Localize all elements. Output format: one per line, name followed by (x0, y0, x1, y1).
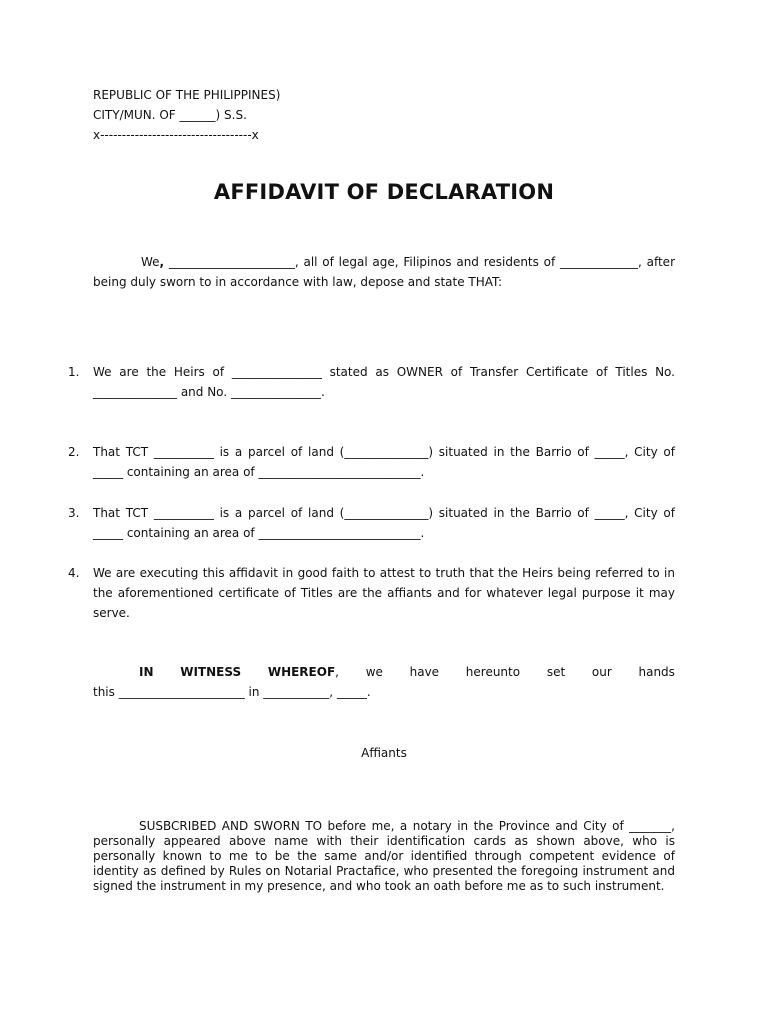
intro-comma: , (159, 255, 165, 269)
item-3-text: That TCT __________ is a parcel of land (______________) situated in the Barrio of _____, City of _____ containing an area of ___________________________. (93, 506, 675, 540)
witness-witness: WITNESS (180, 665, 242, 679)
affiants-label: Affiants (361, 746, 407, 760)
witness-whereof-group (268, 662, 339, 682)
intro-paragraph (93, 252, 675, 292)
header-city: CITY/MUN. OF ______) S.S. (93, 108, 247, 122)
item-1-text: We are the Heirs of _______________ stated as OWNER of Transfer Certificate of Titles No. ______________ and No. _______________. (93, 365, 675, 399)
item-3-number: 3. (68, 506, 80, 520)
item-1-number: 1. (68, 365, 80, 379)
item-2 (68, 442, 675, 482)
header-separator: x-----------------------------------x (93, 128, 259, 142)
item-4-number: 4. (68, 566, 80, 580)
witness-hands: hands (638, 665, 675, 679)
item-2-number: 2. (68, 445, 80, 459)
witness-our: our (591, 665, 612, 679)
witness-hereunto: hereunto (465, 665, 521, 679)
item-4-text: We are executing this affidavit in good faith to attest to truth that the Heirs being referred to in the aforementioned certificate of Titles are the affiants and for whatever legal purpose it may serve. (93, 566, 675, 620)
item-4 (68, 563, 675, 623)
header-republic: REPUBLIC OF THE PHILIPPINES) (93, 88, 281, 102)
item-3 (68, 503, 675, 543)
notary-paragraph: SUSBCRIBED AND SWORN TO before me, a notary in the Province and City of _______, personally appeared above name with their identification cards as shown above, who is personally known to me to be the same and/or identified through competent evidence of identity as defined by Rules on Notarial Practafice, who presented the foregoing instrument and signed the instrument in my presence, and who took an oath before me as to such instrument. (93, 819, 675, 893)
witness-we: we (365, 665, 383, 679)
item-1 (68, 362, 675, 402)
witness-comma: , (335, 665, 339, 679)
witness-line-1 (93, 662, 675, 682)
intro-text: _____________________, all of legal age, Filipinos and residents of _____________, after being duly sworn to in accordance with law, depose and state THAT: (93, 255, 675, 289)
witness-set: set (546, 665, 566, 679)
witness-whereof: WHEREOF (267, 665, 336, 679)
document-title: AFFIDAVIT OF DECLARATION (213, 180, 555, 204)
witness-line-2: this _____________________ in ___________, _____. (93, 685, 371, 699)
intro-we: We (141, 255, 160, 269)
witness-have: have (409, 665, 440, 679)
witness-in: IN (139, 665, 154, 679)
witness-paragraph (93, 662, 675, 702)
item-2-text: That TCT __________ is a parcel of land (______________) situated in the Barrio of _____, City of _____ containing an area of ___________________________. (93, 445, 675, 479)
